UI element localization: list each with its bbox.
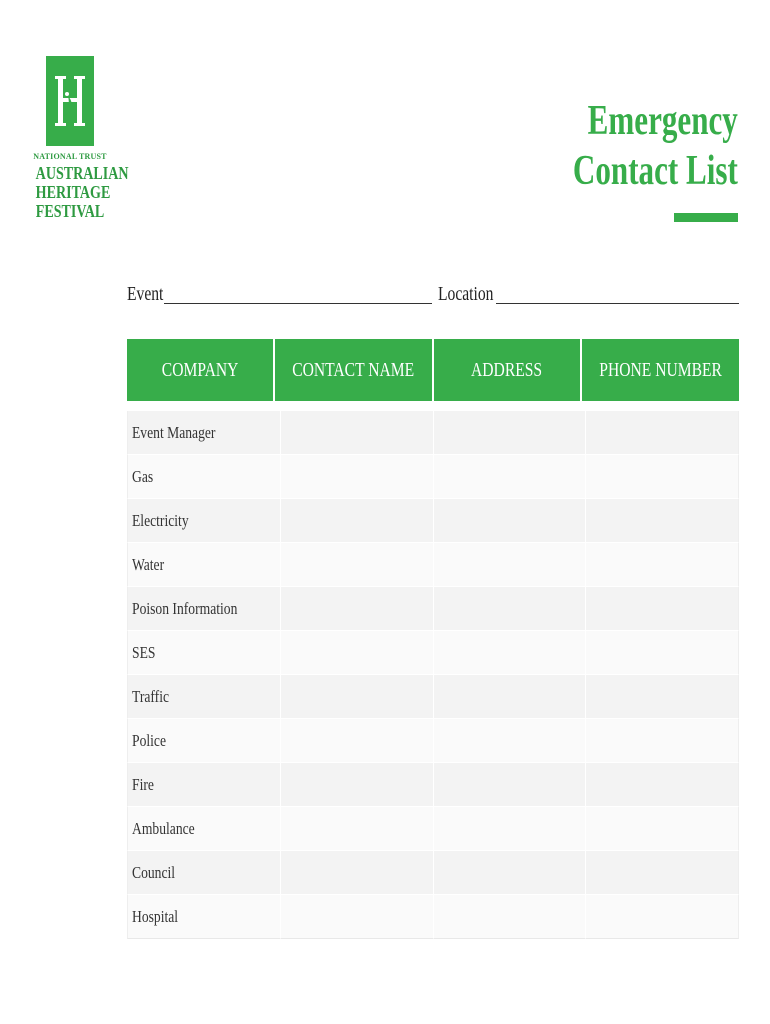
contact-table (127, 411, 739, 939)
address-cell[interactable] (434, 851, 587, 895)
logo-line: HERITAGE (35, 182, 111, 202)
phone-number-cell[interactable] (586, 411, 739, 455)
contact-name-cell[interactable] (281, 543, 434, 587)
table-row (127, 807, 739, 851)
contact-name-cell[interactable] (281, 411, 434, 455)
page-title (573, 96, 738, 196)
column-header-company: COMPANY (127, 339, 273, 401)
table-row (127, 675, 739, 719)
phone-number-cell[interactable] (586, 543, 739, 587)
contact-name-cell[interactable] (281, 763, 434, 807)
table-row (127, 499, 739, 543)
title-underline (674, 213, 738, 222)
phone-number-cell[interactable] (586, 499, 739, 543)
company-cell: Electricity (127, 499, 281, 543)
heritage-h-icon (46, 56, 94, 146)
page-title-line: Contact List (573, 148, 738, 194)
event-field[interactable] (164, 303, 432, 304)
contact-name-cell[interactable] (281, 499, 434, 543)
logo-subtitle: NATIONAL TRUST (33, 152, 107, 161)
table-header (127, 339, 739, 401)
address-cell[interactable] (434, 631, 587, 675)
phone-number-cell[interactable] (586, 587, 739, 631)
table-row (127, 543, 739, 587)
table-row (127, 763, 739, 807)
contact-name-cell[interactable] (281, 455, 434, 499)
company-cell: SES (127, 631, 281, 675)
contact-name-cell[interactable] (281, 587, 434, 631)
logo-line: FESTIVAL (35, 201, 105, 221)
address-cell[interactable] (434, 895, 587, 939)
contact-name-cell[interactable] (281, 807, 434, 851)
table-row (127, 851, 739, 895)
company-cell: Council (127, 851, 281, 895)
event-details (127, 283, 739, 307)
address-cell[interactable] (434, 499, 587, 543)
table-row (127, 411, 739, 455)
address-cell[interactable] (434, 763, 587, 807)
column-header-phone-number: PHONE NUMBER (582, 339, 739, 401)
contact-name-cell[interactable] (281, 719, 434, 763)
location-label: Location (438, 283, 494, 305)
logo-line: AUSTRALIAN (35, 163, 129, 183)
event-label: Event (127, 283, 164, 305)
page-title-line: Emergency (587, 98, 738, 144)
location-field[interactable] (496, 303, 739, 304)
phone-number-cell[interactable] (586, 455, 739, 499)
phone-number-cell[interactable] (586, 763, 739, 807)
address-cell[interactable] (434, 411, 587, 455)
phone-number-cell[interactable] (586, 675, 739, 719)
table-row (127, 455, 739, 499)
address-cell[interactable] (434, 543, 587, 587)
table-row (127, 587, 739, 631)
contact-name-cell[interactable] (281, 851, 434, 895)
company-cell: Ambulance (127, 807, 281, 851)
contact-name-cell[interactable] (281, 631, 434, 675)
logo-wordmark (35, 163, 129, 221)
column-header-address: ADDRESS (434, 339, 580, 401)
phone-number-cell[interactable] (586, 807, 739, 851)
company-cell: Poison Information (127, 587, 281, 631)
company-cell: Hospital (127, 895, 281, 939)
column-header-contact-name: CONTACT NAME (275, 339, 431, 401)
address-cell[interactable] (434, 455, 587, 499)
phone-number-cell[interactable] (586, 719, 739, 763)
company-cell: Traffic (127, 675, 281, 719)
company-cell: Gas (127, 455, 281, 499)
company-cell: Event Manager (127, 411, 281, 455)
phone-number-cell[interactable] (586, 895, 739, 939)
address-cell[interactable] (434, 587, 587, 631)
logo-emblem (46, 56, 94, 146)
table-row (127, 631, 739, 675)
table-row (127, 719, 739, 763)
table-row (127, 895, 739, 939)
contact-name-cell[interactable] (281, 895, 434, 939)
company-cell: Police (127, 719, 281, 763)
address-cell[interactable] (434, 675, 587, 719)
contact-name-cell[interactable] (281, 675, 434, 719)
address-cell[interactable] (434, 719, 587, 763)
phone-number-cell[interactable] (586, 631, 739, 675)
company-cell: Water (127, 543, 281, 587)
address-cell[interactable] (434, 807, 587, 851)
company-cell: Fire (127, 763, 281, 807)
phone-number-cell[interactable] (586, 851, 739, 895)
